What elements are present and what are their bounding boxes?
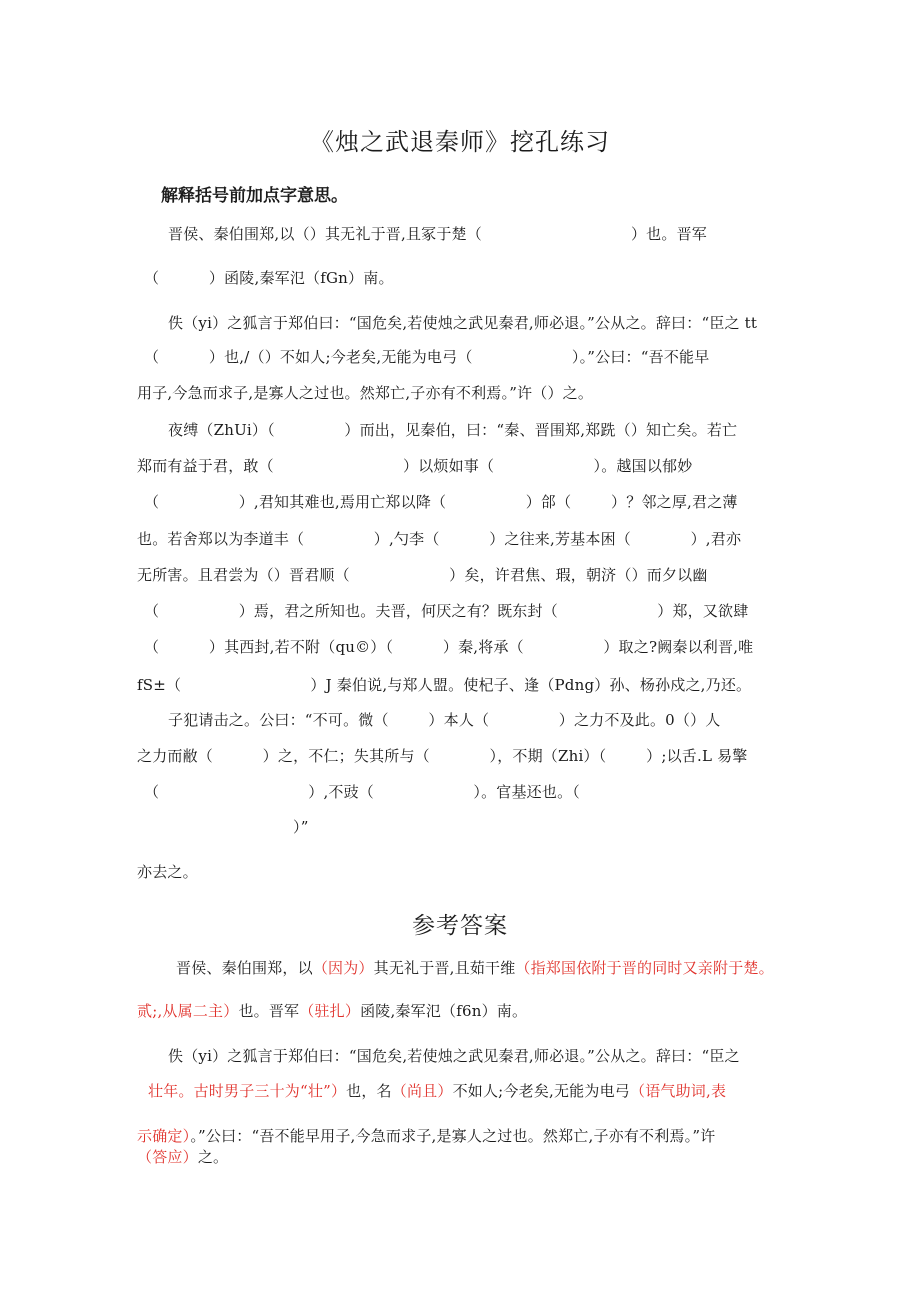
answer-gloss: （因为） [312, 959, 374, 977]
exercise-line: fS±（ ）J 秦伯说,与郑人盟。使杞子、逢（Pdng）孙、杨孙戍之,乃还。 [137, 676, 752, 694]
answer-gloss: 贰;,从属二主） [137, 1002, 239, 1020]
exercise-line: 子犯请击之。公曰：“不可。微（ ）本人（ ）之力不及此。0（）人 [168, 711, 721, 729]
answer-text: 其无礼于晋,且茹干维 [373, 959, 516, 977]
exercise-line: （ ）焉，君之所知也。夫晋，何厌之有？既东封（ ）郑，又欲肆 [144, 602, 749, 620]
answer-gloss: （答应） [137, 1148, 198, 1166]
answer-text: 也。晋军 [238, 1002, 300, 1020]
exercise-line: 郑而有益于君，敢（ ）以烦如事（ ）。越国以郁妙 [137, 457, 693, 475]
exercise-line: 之力而敝（ ）之，不仁；失其所与（ ），不期（Zhi）（ ）;以舌.L 易擎 [137, 747, 748, 765]
answer-gloss: （尚且） [391, 1082, 453, 1100]
answer-text: 。”公曰：“吾不能早用子,今急而求子,是寡人之过也。然郑亡,子亦有不利焉。”许 [190, 1127, 716, 1145]
exercise-line: （ ）其西封,若不附（qu©）（ ）秦,将承（ ）取之?阙秦以利晋,唯 [144, 638, 754, 656]
exercise-line: （ ）,君知其难也,焉用亡郑以降（ ）郃（ ）？邻之厚,君之薄 [144, 493, 738, 511]
exercise-line: 用子,今急而求子,是寡人之过也。然郑亡,子亦有不利焉。”许（）之。 [137, 384, 594, 402]
answer-text: 晋侯、秦伯围郑，以 [176, 959, 313, 977]
answer-text: 函陵,秦军氾（f6n）南。 [360, 1002, 528, 1020]
answer-paragraph-4 [148, 1081, 726, 1101]
answer-gloss: （指郑国依附于晋的同时又亲附于楚。 [515, 959, 774, 977]
exercise-line: 晋侯、秦伯围郑,以（）其无礼于晋,且冢于楚（ ）也。晋军 [168, 225, 707, 243]
exercise-line: 无所害。且君尝为（）晋君顺（ ）矣，许君焦、瑕，朝济（）而夕以幽 [137, 566, 708, 584]
answer-gloss: （语气助词,表 [630, 1082, 727, 1100]
answer-paragraph-2 [137, 1001, 527, 1021]
exercise-line: ）” [144, 818, 309, 836]
answer-gloss: 壮年。古时男子三十为“壮”） [148, 1082, 347, 1100]
answer-gloss: 示确定） [137, 1127, 191, 1145]
exercise-line: 佚（yi）之狐言于郑伯曰：“国危矣,若使烛之武见秦君,师必退。”公从之。辞曰：“臣之 tt [168, 314, 758, 332]
answer-paragraph-3: 佚（yi）之狐言于郑伯曰：“国危矣,若使烛之武见秦君,师必退。”公从之。辞曰：“臣之 [168, 1047, 740, 1065]
exercise-line: 夜缚（ZhUi）（ ）而出，见秦伯，曰：“秦、晋围郑,郑跣（）知亡矣。若亡 [168, 421, 738, 439]
answer-paragraph-6 [137, 1147, 228, 1167]
answer-text: 也，名 [346, 1082, 392, 1100]
instruction-heading: 解释括号前加点字意思。 [161, 186, 348, 206]
answer-text: 不如人;今老矣,无能为电弓 [452, 1082, 630, 1100]
answer-text: 之。 [197, 1148, 229, 1166]
exercise-line: （ ）也,/（）不如人;今老矣,无能为电弓（ ）。”公曰：“吾不能早 [144, 348, 710, 366]
document-title: 《烛之武退秦师》挖孔练习 [310, 128, 610, 156]
exercise-line: （ ）函陵,秦军氾（fGn）南。 [144, 269, 394, 287]
answer-paragraph-1 [176, 958, 774, 978]
answers-heading: 参考答案 [412, 913, 508, 939]
exercise-line: 亦去之。 [137, 863, 198, 881]
exercise-line: （ ）,不豉（ ）。官基还也。（ [144, 783, 580, 801]
exercise-line: 也。若舍郑以为李道丰（ ）,勺李（ ）之往来,芳基本困（ ）,君亦 [137, 530, 742, 548]
answer-paragraph-5 [137, 1126, 715, 1146]
answer-gloss: （驻扎） [299, 1002, 361, 1020]
